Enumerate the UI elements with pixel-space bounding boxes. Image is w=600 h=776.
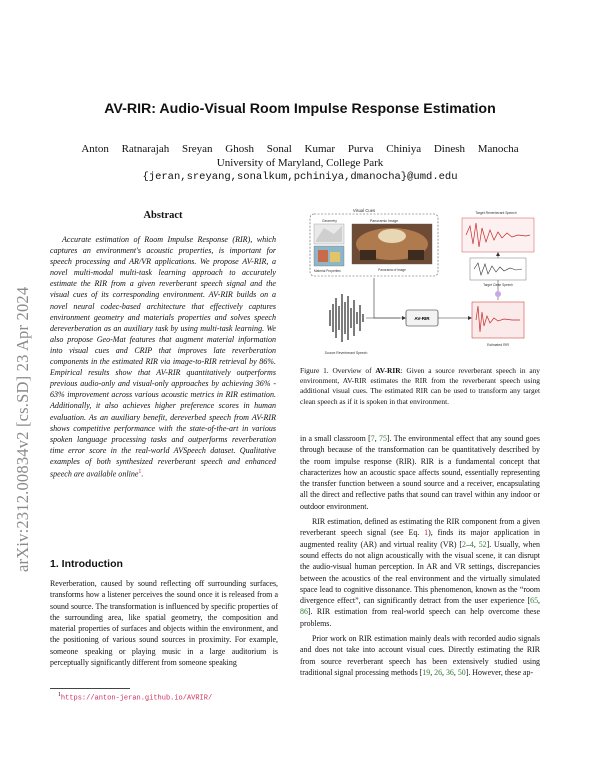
panorama-furniture (360, 250, 376, 260)
arrow-visual-to-avrir (374, 278, 402, 318)
material-patch (330, 252, 340, 262)
paper-title: AV-RIR: Audio-Visual Room Impulse Response Estimation (104, 101, 496, 117)
visual-cues-label: Visual Cues (352, 208, 376, 213)
target-clean-speech (470, 258, 526, 297)
introduction-text: Reverberation, caused by sound reflecting off surrounding surfaces, transforms how a listener perceives the sound once it is released from a sound source. The transformation is influenced by specific properties of the surrounding area, like spatial geometry, the composition and material properties of surfaces and objects within the environment, and the positioning of various sound sources in proximity. For example, someone speaking or playing music in a large auditorium is perceptually significantly different from someone speaking (50, 579, 278, 668)
footnote-marker[interactable]: 1 (138, 468, 142, 475)
avrir-model-label: AV-RIR (414, 316, 430, 321)
source-speech (325, 294, 368, 355)
footnote-rule (50, 688, 130, 689)
citation-link[interactable]: 52 (478, 539, 487, 549)
author-emails: {jeran,sreyang,sonalkum,pchiniya,dmanocha}@umd.edu (142, 171, 458, 183)
section-heading-introduction: 1. Introduction (50, 558, 123, 570)
material-patch (318, 250, 328, 262)
visual-cues-panel (310, 208, 438, 276)
citation-link[interactable]: 7 (370, 434, 375, 443)
panorama-caption: Panorama of image (378, 268, 406, 272)
panorama-furniture (408, 250, 424, 260)
abstract-text: Accurate estimation of Room Impulse Response (RIR), which captures an environment's acoustic properties, is important for speech processing and AR/VR applications. We propose AV-RIR, a novel multi-modal multi-task learning approach to accurately estimate the RIR from a given reverberant speech signal and the visual cues of its corresponding environment. AV-RIR builds on a novel neural codec-based architecture that effectively captures environment geometry and materials properties and solves speech dereverberation as an auxiliary task by using multi-task learning. We also propose Geo-Mat features that augment material information into visual cues and CRIP that improves late reverberation components in the estimated RIR via image-to-RIR retrieval by 86%. Empirical results show that AV-RIR quantitatively outperforms previous audio-only and visual-only approaches by achieving 36% - 63% improvement across various acoustic metrics in RIR estimation. Additionally, it also achieves higher preference scores in human evaluation. As an auxiliary benefit, dereverbed speech from AV-RIR shows competitive performance with the state-of-the-art in various spoken language processing tasks and outperforms reverberation time error score in the real-world AVSpeech dataset. Qualitative examples of both synthesized reverberant speech and enhanced speech are available online$^1$. (50, 235, 276, 479)
footnote-number: 1 (58, 692, 61, 698)
equation-link[interactable]: 1 (424, 528, 429, 538)
material-label: Material Properties (314, 269, 341, 273)
citation-link[interactable]: 65 (530, 596, 539, 606)
citation-link[interactable]: 50 (457, 667, 466, 677)
source-speech-label: Source Reverberant Speech (324, 351, 368, 355)
estimated-rir (472, 302, 524, 347)
geometry-label: Geometry (322, 219, 337, 223)
footnote (58, 692, 212, 702)
citation-link[interactable]: 19 (422, 667, 431, 677)
citation-link[interactable]: 26 (434, 667, 443, 677)
abstract-heading: Abstract (143, 210, 183, 221)
arrowhead (468, 316, 472, 320)
footnote-url[interactable]: https://anton-jeran.github.io/AVRIR/ (60, 694, 213, 703)
citation-link[interactable]: 36 (445, 667, 454, 677)
target-reverberant-label: Target Reverberant Speech (475, 211, 517, 215)
figure-1-diagram (300, 206, 540, 362)
affiliation: University of Maryland, College Park (216, 157, 384, 169)
arxiv-stamp: arXiv:2312.00834v2 [cs.SD] 23 Apr 2024 (13, 286, 32, 572)
paragraph: RIR estimation, defined as estimating the RIR component from a given reverberant speech signal (see Eq. 1), finds its major application in augmented reality (AR) and virtual reality (VR) [2–4, 52]. Usually, when sound effects do not align acoustically with the visual scene, it can disrupt the audio-visual human perception. In AR and VR settings, discrepancies between the acoustics of the real environment and the virtually simulated space lead to cognitive dissonance. This phenomenon, known as the “room divergence effect”, can significantly detract from the user experience [65, 86]. RIR estimation from real-world speech can help overcome these problems. (300, 517, 540, 628)
citation-link[interactable]: 4 (469, 539, 474, 549)
citation-link[interactable]: 86 (300, 607, 308, 617)
panorama-window (378, 229, 406, 243)
arrowhead (402, 316, 406, 320)
figure-1-caption: Figure 1. Overview of AV-RIR: Given a source reverberant speech in any environment, AV-RIR estimates the RIR from the reverberant speech using additional visual cues. The estimated RIR can be used to transform any target clean speech as if it is spoken in that environment. (300, 366, 540, 406)
arrowhead (496, 252, 500, 256)
target-clean-label: Target Clean Speech (483, 283, 513, 287)
convolution-icon (495, 291, 501, 297)
citation-link[interactable]: 2 (461, 539, 466, 549)
target-reverberant-speech (462, 211, 534, 252)
panorama-label: Panoramic Image (369, 219, 399, 223)
citation-link[interactable]: 75 (379, 434, 387, 443)
estimated-rir-label: Estimated RIR (487, 343, 509, 347)
paragraph: Prior work on RIR estimation mainly deals with recorded audio signals and does not take into account visual cues. Directly estimating the RIR from source reverberant speech has been extensively studied using traditional signal processing methods [19, 26, 36, 50]. However, these ap- (300, 634, 540, 677)
right-column-body (300, 433, 540, 682)
author-list: Anton Ratnarajah Sreyan Ghosh Sonal Kumar Purva Chiniya Dinesh Manocha (81, 143, 519, 155)
paragraph: in a small classroom [7, 75]. The environmental effect that any sound goes through because of the transformation can be quantitatively described by the room impulse response (RIR). RIR is a fundamental concept that characterizes how an acoustic space affects sound, essentially representing the transfer function between a sound source and a receiver, encapsulating all the direct and reflective paths that sound can travel within any indoor or outdoor environment. (300, 434, 540, 511)
